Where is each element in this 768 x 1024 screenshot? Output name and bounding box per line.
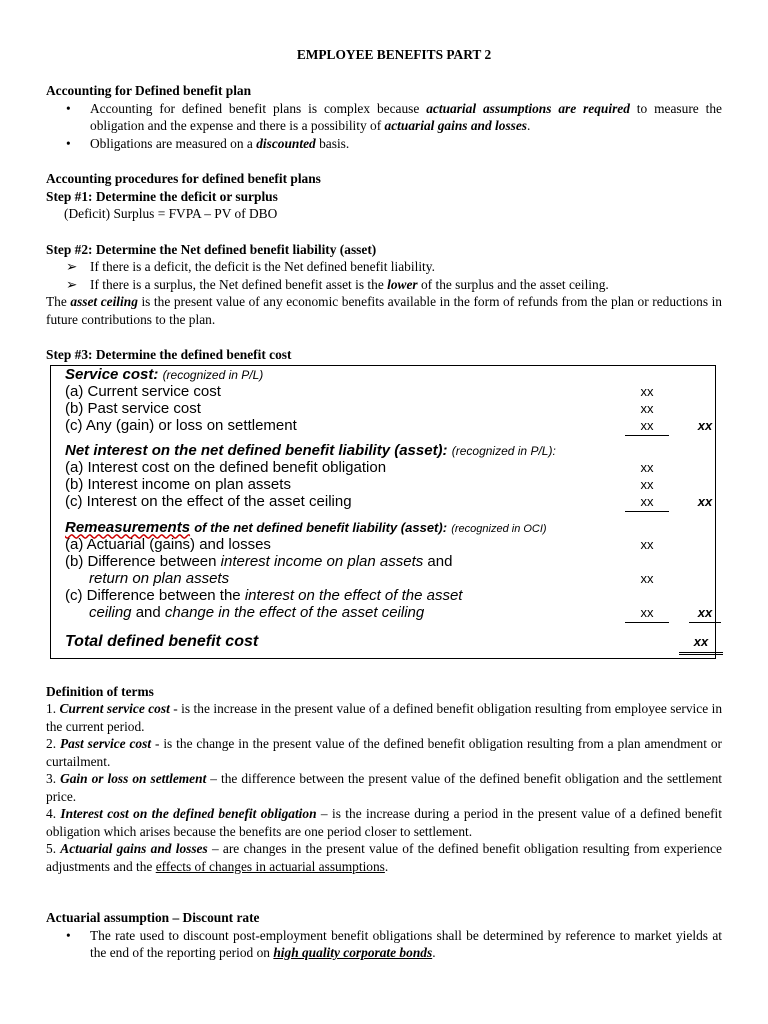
table-row: (b) Past service cost xx xyxy=(65,399,654,417)
table-row: return on plan assets xx xyxy=(89,569,654,587)
table-row: (c) Difference between the interest on the effect of the asset xyxy=(65,586,463,604)
list-item: • Obligations are measured on a discounted basis. xyxy=(66,135,350,151)
table-row: (a) Current service cost xx xyxy=(65,382,654,400)
definition-item: 4. Interest cost on the defined benefit obligation – is the increase during a period in the present value of a defined benefit obligation which arises because the benefits are one period closer to settlement. xyxy=(46,806,722,839)
arrow-bullet-icon: ➢ xyxy=(66,259,78,274)
document-page xyxy=(46,46,722,962)
table-row: Service cost: (recognized in P/L) xyxy=(65,365,264,383)
table-row: Remeasurements of the net defined benefit liability (asset): (recognized in OCI) xyxy=(65,518,547,536)
spacer xyxy=(46,152,722,170)
spacer xyxy=(46,328,722,346)
section-heading-procedures: Accounting procedures for defined benefit plans xyxy=(46,171,321,186)
definition-item: 1. Current service cost - is the increase in the present value of a defined benefit obligation resulting from employee service in the current period. xyxy=(46,701,723,734)
table-row: ceiling and change in the effect of the asset ceiling xx xx xyxy=(65,604,715,622)
table-row: (c) Interest on the effect of the asset ceiling xx xx xyxy=(65,492,713,510)
spacer xyxy=(46,223,722,241)
spacer xyxy=(46,659,722,683)
bullet-list xyxy=(46,927,722,962)
step-2-heading: Step #2: Determine the Net defined benefit liability (asset) xyxy=(46,241,377,257)
definition-item: 3. Gain or loss on settlement – the difference between the present value of the defined benefit obligation and the settlement price. xyxy=(46,771,722,804)
list-item: ➢ If there is a deficit, the deficit is the Net defined benefit liability. xyxy=(66,259,435,274)
table-row: (c) Any (gain) or loss on settlement xx xx xyxy=(65,416,713,434)
spacer xyxy=(46,875,722,909)
list-item: ➢ If there is a surplus, the Net defined benefit asset is the lower of the surplus and the asset ceiling. xyxy=(66,276,609,292)
table-row: (b) Interest income on plan assets xx xyxy=(65,475,654,493)
bullet-icon: • xyxy=(66,135,71,151)
definitions-heading: Definition of terms xyxy=(46,683,154,699)
list-item: • The rate used to discount post-employment benefit obligations shall be determined by reference to market yields at the end of the reporting period on high quality corporate bonds. xyxy=(66,927,722,960)
arrow-list xyxy=(46,258,722,293)
table-row-total: Total defined benefit cost xx xyxy=(65,632,715,652)
definition-item: 2. Past service cost - is the change in the present value of the defined benefit obligation resulting from a plan amendment or curtailment. xyxy=(46,736,722,769)
bullet-list xyxy=(46,100,722,153)
step-1-heading: Step #1: Determine the deficit or surplus xyxy=(46,188,278,204)
section-heading-defined-benefit: Accounting for Defined benefit plan xyxy=(46,83,252,98)
arrow-bullet-icon: ➢ xyxy=(66,276,78,292)
table-row: (a) Interest cost on the defined benefit obligation xx xyxy=(65,458,654,476)
list-item: • Accounting for defined benefit plans is complex because actuarial assumptions are required to measure the obligation and the expense and there is a possibility of actuarial gains and losses. xyxy=(66,100,722,133)
step-3-heading: Step #3: Determine the defined benefit cost xyxy=(46,347,292,362)
table-row: (a) Actuarial (gains) and losses xx xyxy=(65,535,654,553)
page-title: EMPLOYEE BENEFITS PART 2 xyxy=(296,47,492,62)
bullet-icon: • xyxy=(66,100,71,116)
definition-item: 5. Actuarial gains and losses – are changes in the present value of the defined benefit obligation resulting from experience adjustments and the effects of changes in actuarial assumptions. xyxy=(46,841,723,874)
table-row: Net interest on the net defined benefit liability (asset): (recognized in P/L): xyxy=(65,441,556,459)
spacer xyxy=(46,64,722,82)
defined-benefit-cost-table xyxy=(50,365,716,659)
asset-ceiling-paragraph: The asset ceiling is the present value of any economic benefits available in the form of refunds from the plan or reductions in future contributions to the plan. xyxy=(46,294,722,327)
discount-rate-heading: Actuarial assumption – Discount rate xyxy=(46,910,260,925)
formula: (Deficit) Surplus = FVPA – PV of DBO xyxy=(64,206,278,221)
table-row: (b) Difference between interest income on plan assets and xyxy=(65,552,453,570)
bullet-icon: • xyxy=(66,927,71,943)
